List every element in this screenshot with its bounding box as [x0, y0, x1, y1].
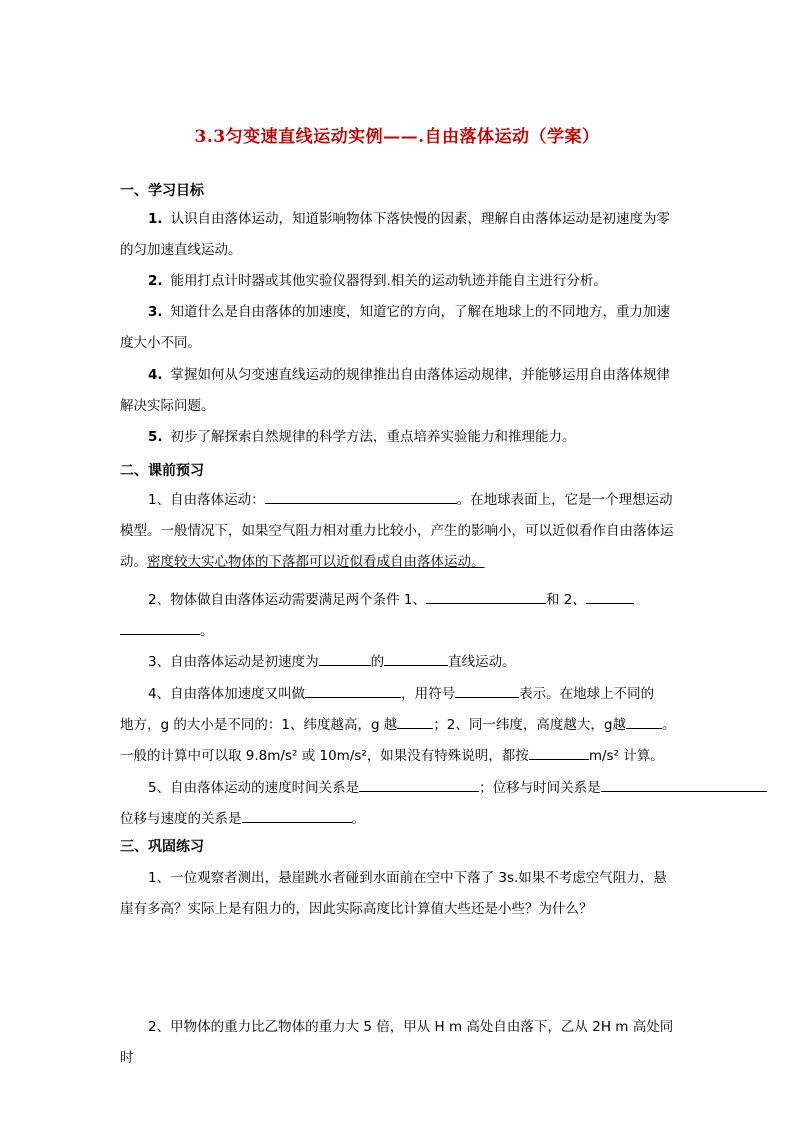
question-text: ，用符号 [401, 686, 456, 702]
objective-item-2 [120, 266, 680, 297]
answer-blank[interactable] [359, 775, 479, 792]
question-text: 表示。在地球上不同的 [519, 686, 655, 702]
preview-question-5 [148, 775, 767, 796]
question-text: 。在地球表面上，它是一个理想运动模型。一般情况下，如果空气阻力相对重力比较小，产生的影响小，可以近似看作自由落体运动。 [120, 492, 674, 570]
question-text: ；位移与时间关系是 [479, 780, 601, 796]
preview-question-2-cont [120, 618, 214, 639]
question-text: 4、自由落体加速度又叫做 [148, 686, 306, 702]
question-text: 位移与速度的关系是 [120, 811, 242, 827]
item-text: 知道什么是自由落体的加速度，知道它的方向，了解在地球上的不同地方，重力加速度大小不同。 [120, 304, 671, 351]
item-number: 5. [148, 429, 163, 445]
item-text: 掌握如何从匀变速直线运动的规律推出自由落体运动规律，并能够运用自由落体规律解决实际问题。 [120, 367, 671, 414]
answer-blank[interactable] [626, 712, 662, 729]
answer-blank[interactable] [426, 587, 546, 604]
question-text: 和 2、 [545, 592, 586, 608]
item-number: 2. [148, 273, 163, 289]
question-text: 地方，g 的大小是不同的：1、纬度越高，g 越 [120, 717, 398, 733]
question-text: 3、自由落体运动是初速度为 [148, 654, 319, 670]
page-title: 3.3匀变速直线运动实例——.自由落体运动（学案） [194, 127, 600, 147]
item-number: 3. [148, 304, 163, 320]
objective-item-1 [120, 204, 680, 266]
preview-question-2 [148, 587, 634, 608]
item-text: 认识自由落体运动，知道影响物体下落快慢的因素，理解自由落体运动是初速度为零的匀加速直线运动。 [120, 211, 671, 258]
question-text: 。 [200, 623, 214, 639]
answer-blank[interactable] [586, 587, 634, 604]
answer-blank[interactable] [305, 681, 401, 698]
preview-question-4 [148, 681, 654, 702]
answer-blank[interactable] [384, 649, 448, 666]
answer-blank[interactable] [265, 487, 457, 504]
question-text: 2、物体做自由落体运动需要满足两个条件 1、 [148, 592, 426, 608]
answer-blank[interactable] [455, 681, 519, 698]
answer-blank[interactable] [319, 649, 371, 666]
question-text: 直线运动。 [448, 654, 516, 670]
answer-blank[interactable] [397, 712, 433, 729]
objective-item-3 [120, 297, 680, 359]
section-heading-preview: 二、课前预习 [120, 463, 204, 479]
practice-question-1: 1、一位观察者测出，悬崖跳水者碰到水面前在空中下落了 3s.如果不考虑空气阻力，悬崖有多高？实际上是有阻力的，因此实际高度比计算值大些还是小些？为什么？ [120, 870, 667, 917]
underlined-text: 密度较大实心物体的下落都可以近似看成自由落体运动。 [147, 554, 485, 570]
item-text: 能用打点计时器或其他实验仪器得到.相关的运动轨迹并能自主进行分析。 [170, 273, 607, 289]
answer-blank[interactable] [242, 806, 352, 823]
preview-question-4-cont [120, 712, 675, 733]
answer-blank[interactable] [529, 743, 589, 760]
question-text: ；2、同一纬度，高度越大，g越 [433, 717, 626, 733]
objective-item-4 [120, 360, 680, 422]
item-number: 1. [148, 211, 163, 227]
section-heading-practice: 三、巩固练习 [120, 839, 204, 855]
answer-blank[interactable] [120, 618, 200, 635]
preview-question-5-cont [120, 806, 365, 827]
question-text: 的 [370, 654, 385, 670]
question-text: 。 [351, 811, 365, 827]
practice-question-2: 2、甲物体的重力比乙物体的重力大 5 倍，甲从 H m 高处自由落下，乙从 2H m 高处同时 [120, 1019, 674, 1066]
answer-blank[interactable] [601, 775, 767, 792]
preview-question-1 [120, 485, 680, 578]
question-text: 5、自由落体运动的速度时间关系是 [148, 780, 360, 796]
question-text: 1、自由落体运动： [148, 492, 265, 508]
question-text: 。 [661, 717, 676, 733]
item-number: 4. [148, 367, 163, 383]
preview-question-3 [148, 649, 516, 670]
item-text: 初步了解探索自然规律的科学方法，重点培养实验能力和推理能力。 [170, 429, 576, 445]
preview-question-4-cont2 [120, 743, 664, 764]
question-text: m/s² 计算。 [588, 748, 664, 764]
question-text: 一般的计算中可以取 9.8m/s² 或 10m/s²，如果没有特殊说明，都按 [120, 748, 529, 764]
objective-item-5 [120, 422, 680, 453]
section-heading-objectives: 一、学习目标 [120, 183, 204, 199]
